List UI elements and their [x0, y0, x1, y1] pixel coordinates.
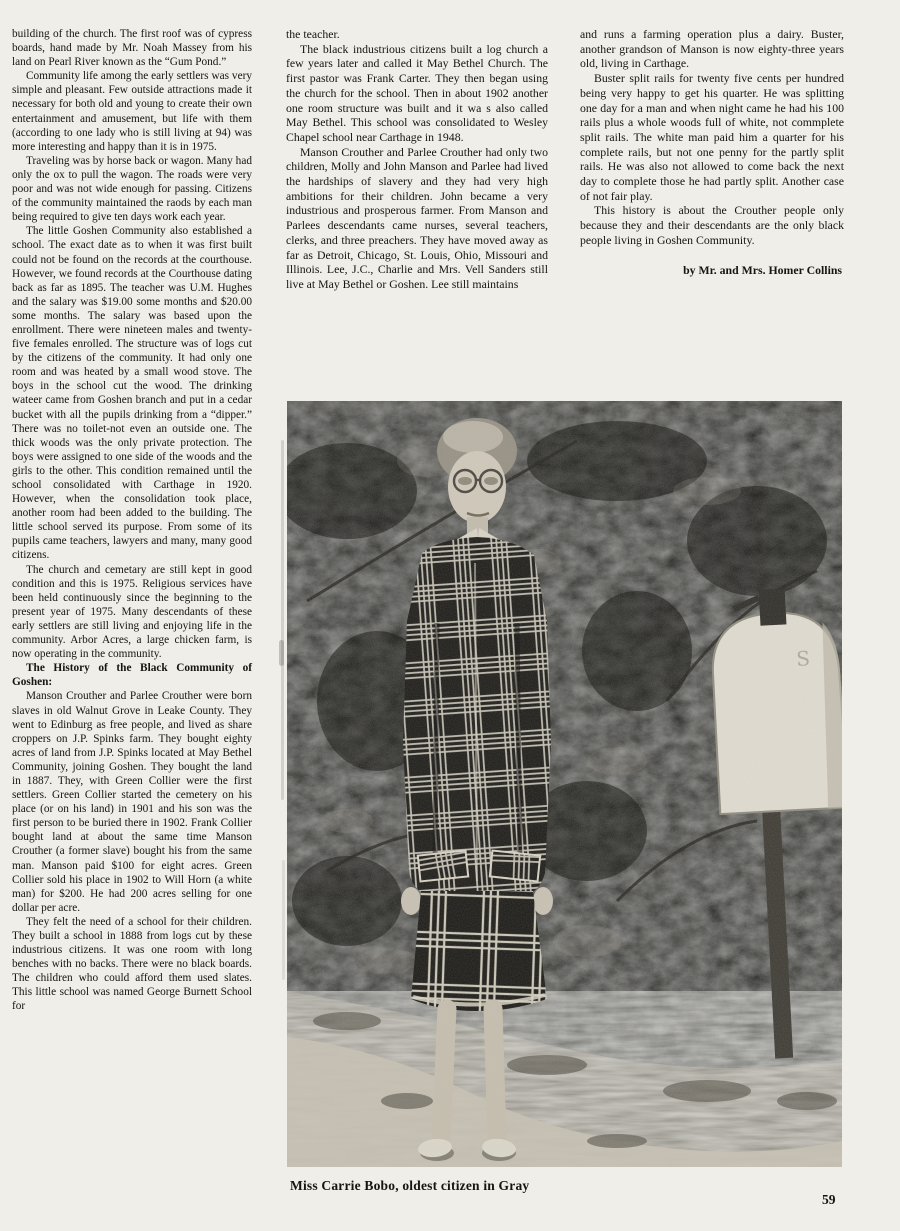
paragraph: The church and cemetary are still kept in good condition and this is 1975. Religious services have been held continuously since the beginning to the present year of 1975. Many descendants of these early settlers are still living and enjoying life in the community. Arbor Acres, a large chicken farm, is now operating in the community.	[12, 563, 252, 661]
column-right	[580, 27, 844, 277]
column-left	[12, 27, 252, 1014]
paragraph: and runs a farming operation plus a dairy. Buster, another grandson of Manson is now eighty-three years old, living in Carthage.	[580, 27, 844, 71]
scan-artifact	[279, 640, 284, 666]
paragraph: The black industrious citizens built a log church a few years later and called it May Bethel Church. The first pastor was Frank Carter. They then began using the church for the school. Then in about 1902 another one room structure was built and it wa s also called May Bethel. This school was consolidated to Wesley Chapel school near Carthage in 1948.	[286, 41, 548, 144]
paragraph: the teacher.	[286, 27, 340, 41]
paragraph: Community life among the early settlers was very simple and pleasant. Few outside attractions made it necessary for both old and young to create their own entertainment and amusement, but life with them (according to one lady who is still living at 94) was more interesting and happy than it is in 1975.	[12, 70, 252, 153]
column-middle	[286, 27, 548, 292]
paragraph: Manson Crouther and Parlee Crouther had only two children, Molly and John Manson and Parlee had lived the hardships of slavery and they had very high ambitions for their children. John became a very industrious and prosperous farmer. From Manson and Parlees descendants came nurses, several teachers, clerks, and three preachers. They have moved away as far as Detroit, Chicago, St. Louis, Ohio, Missouri and Illinois. Lee, J.C., Charlie and Mrs. Vell Sanders still live at May Bethel or Goshen. Lee still maintains	[286, 144, 548, 291]
paragraph: Traveling was by horse back or wagon. Many had only the ox to pull the wagon. The roads were very poor and was not wide enough for passing. Citizens of the community maintained the raods by each man being required to give ten days work each year.	[12, 154, 252, 224]
photo-grain	[287, 401, 842, 1167]
photo-caption: Miss Carrie Bobo, oldest citizen in Gray	[290, 1178, 530, 1193]
scan-artifact	[282, 860, 285, 980]
paragraph: Buster split rails for twenty five cents per hundred being very happy to get his quarter. He was splitting one day for a man and when night came he had his 100 rails plus a whole woods full of white, not commplete split rails. The white man paid him a quarter for his complete rails, but not one penny for the partly split rails. He was also not allowed to come back the next day to complete those he had partly split. Another case of not fair play.	[580, 71, 844, 203]
page-number: 59	[822, 1192, 836, 1207]
section-heading: The History of the Black Community of Goshen:	[12, 662, 252, 689]
paragraph: Manson Crouther and Parlee Crouther were born slaves in old Walnut Grove in Leake County. They went to Edinburg as free people, and lived as share croppers on J.P. Spinks farm. They bought eighty acres of land from J.P. Spinks located at May Bethel Community, joining Goshen. They bought the land in 1887. They, with Green Collier were the first settlers. Green Collier started the cemetery on his place (or on his land) in 1901 and his son was the first person to be buried there in 1902. Frank Collier bought land at about the same time Manson Crouther (a former slave) bought his from the same man. Manson paid $100 for eight acres. Green Collier sold his place in 1902 to Will Horn (a white man) for $200. He had 200 acres selling for one dollar per acre.	[12, 690, 252, 914]
paragraph: The little Goshen Community also established a school. The exact date as to when it was first built could not be found on the records at the courthouse. However, we found records at the Courthouse dating back as far as 1895. The teacher was U.M. Hughes and the salary was $19.00 some months and $20.00 some months. The salary was based upon the enrollment. There were nineteen males and twenty-five females enrolled. The structure was of logs cut by the citizens of the community. It had only one room and was heated by a small wood stove. The boys in the school cut the wood. The drinking wateer came from Goshen branch and put in a cedar bucket with all the pupils drinking from a “dipper.” There was no toilet-not even an outside one. The thick woods was the only private protection. The boys were assigned to one side of the woods and the girls to the other. This condition remained until the school consolidated with Carthage in 1920. However, when the consolidation took place, another room had been added to the building. The little school served its purpose. From some of its pupils came teachers, lawyers and many, many good citizens.	[12, 225, 252, 562]
byline: by Mr. and Mrs. Homer Collins	[683, 262, 842, 277]
scan-artifact	[281, 440, 284, 800]
paragraph: They felt the need of a school for their children. They built a school in 1888 from logs cut by these industrious citizens. It was one room with long benches with no backs. There were no black boards. The children who could afford them used slates. This little school was named George Burnett School for	[12, 915, 252, 1013]
paragraph: building of the church. The first roof was of cypress boards, hand made by Mr. Noah Massey from his land on Pearl River known as the “Gum Pond.”	[12, 28, 252, 69]
photo-carrie-bobo	[287, 401, 842, 1167]
paragraph: This history is about the Crouther people only because they and their descendants are the only black people living in Goshen Community.	[580, 203, 844, 247]
photo-illustration	[287, 401, 842, 1167]
